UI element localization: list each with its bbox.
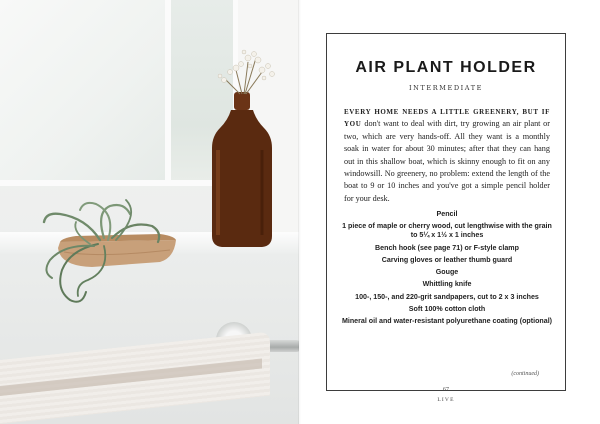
- continued-note: (continued): [511, 371, 539, 377]
- difficulty-level: INTERMEDIATE: [408, 84, 484, 92]
- photo-page: [0, 0, 299, 424]
- amber-bottle: [212, 92, 272, 247]
- list-item: 100-, 150-, and 220-grit sandpapers, cut to 2 x 3 inches: [355, 292, 539, 301]
- list-item: Soft 100% cotton cloth: [408, 305, 486, 314]
- recipe-card: [326, 33, 566, 391]
- gutter-shadow: [298, 0, 301, 424]
- section-footer: LIVE: [437, 397, 455, 403]
- list-item: Bench hook (see page 71) or F-style clamp: [375, 243, 519, 252]
- page-number: 67: [443, 387, 449, 393]
- list-item: Pencil: [436, 210, 458, 218]
- intro-lead: EVERY HOME NEEDS A LITTLE GREENERY, BUT IF YOU: [344, 108, 550, 129]
- list-item: Whittling knife: [422, 280, 472, 289]
- dried-flowers: [218, 50, 275, 94]
- materials-list: [341, 210, 553, 330]
- intro-body: don't want to deal with dirt, try growing an air plant or two, which are very hands-off. All they want is a monthly soak in water for about 30 minutes; after that they can hang out in this shallow boat, which is skinny enough to fit on any windowsill. No greenery, no problem: extend the length of the boat to 9 or 10 inches and you've got a simple pencil holder for your desk.: [344, 119, 550, 203]
- photo-illustration: [0, 0, 299, 424]
- list-item: Gouge: [435, 268, 459, 277]
- list-item: Carving gloves or leather thumb guard: [381, 255, 513, 264]
- list-item: Mineral oil and water-resistant polyurethane coating (optional): [341, 317, 553, 326]
- list-item: 1 piece of maple or cherry wood, cut lengthwise with the grain to 5¼ x 1½ x 1 inches: [342, 222, 552, 240]
- intro-paragraph: [344, 106, 550, 205]
- page-title: AIR PLANT HOLDER: [355, 59, 537, 76]
